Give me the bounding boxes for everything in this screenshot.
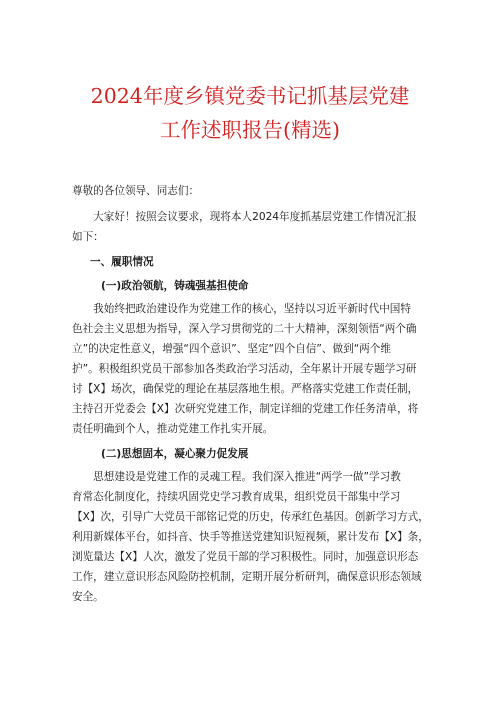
paragraph-line: 【X】次，引导广大党员干部铭记党的历史，传承红色基因。创新学习方式， (72, 511, 429, 523)
subsection-heading-ideological: (二)思想固本，凝心聚力促发展 (101, 448, 249, 460)
intro-line: 如下： (72, 231, 104, 243)
paragraph-line: 主持召开党委会【X】次研究党建工作，制定详细的党建工作任务清单，将 (72, 403, 419, 415)
ideological-paragraph (72, 467, 432, 607)
paragraph-line: 讨【X】场次，确保党的理论在基层落地生根。严格落实党建工作责任制， (72, 383, 419, 395)
paragraph-line: 育常态化制度化，持续巩固党史学习教育成果，组织党员干部集中学习 (72, 491, 401, 503)
political-paragraph (72, 299, 432, 439)
paragraph-line: 护”。积极组织党员干部参加各类政治学习活动，全年累计开展专题学习研 (72, 363, 417, 375)
paragraph-line: 立”的决定性意义，增强“四个意识”、坚定“四个自信”、做到“两个维 (72, 343, 391, 355)
subsection-heading-political: (一)政治领航，铸魂强基担使命 (101, 280, 249, 292)
intro-paragraph (72, 207, 432, 247)
paragraph-line: 工作，建立意识形态风险防控机制，定期开展分析研判，确保意识形态领域 (72, 571, 422, 583)
paragraph-line: 我始终把政治建设作为党建工作的核心，坚持以习近平新时代中国特 (72, 303, 411, 315)
document-title-line-2: 工作述职报告(精选) (160, 118, 340, 142)
greeting: 尊敬的各位领导、同志们： (72, 185, 200, 197)
paragraph-line: 色社会主义思想为指导，深入学习贯彻党的二十大精神，深刻领悟“两个确 (72, 323, 417, 335)
intro-line: 大家好！按照会议要求，现将本人2024年度抓基层党建工作情况汇报 (72, 211, 417, 223)
paragraph-line: 安全。 (72, 591, 104, 603)
paragraph-line: 利用新媒体平台，如抖音、快手等推送党建知识短视频，累计发布【X】条， (72, 531, 429, 543)
paragraph-line: 责任明确到个人，推动党建工作扎实开展。 (72, 423, 274, 435)
section-heading-performance: 一、履职情况 (90, 256, 154, 268)
paragraph-line: 浏览量达【X】人次，激发了党员干部的学习积极性。同时，加强意识形态 (72, 551, 419, 563)
paragraph-line: 思想建设是党建工作的灵魂工程。我们深入推进“两学一做”学习教 (72, 471, 401, 483)
document-title-line-1: 2024年度乡镇党委书记抓基层党建 (90, 84, 410, 108)
